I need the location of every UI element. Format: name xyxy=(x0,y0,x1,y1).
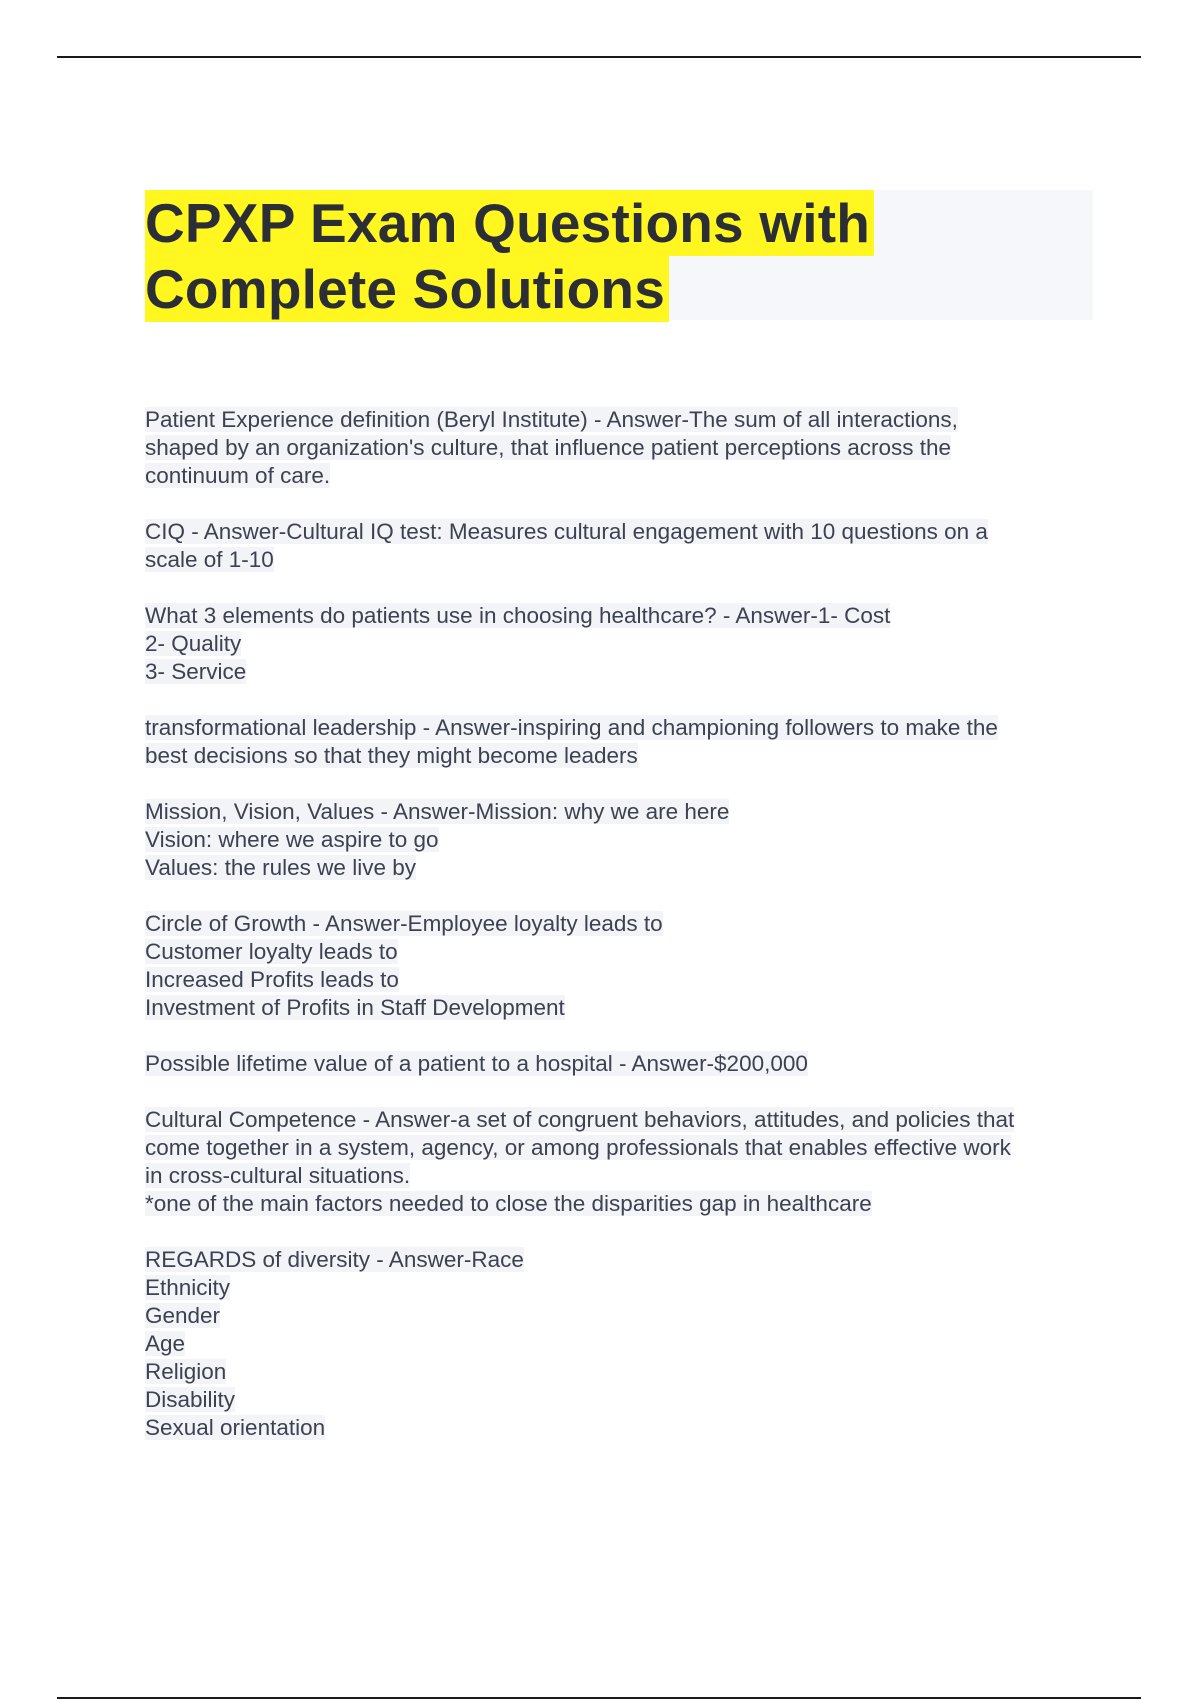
title-line-1: CPXP Exam Questions with xyxy=(145,190,874,256)
qa-answer-line xyxy=(145,1358,1095,1386)
qa-answer-line xyxy=(145,658,1095,686)
qa-text: CIQ - Answer-Cultural IQ test: Measures cultural engagement with 10 questions on a xyxy=(145,519,988,544)
qa-text: Religion xyxy=(145,1359,227,1384)
qa-answer-line xyxy=(145,434,1095,462)
qa-question-line xyxy=(145,1246,1095,1274)
qa-text: Investment of Profits in Staff Development xyxy=(145,995,565,1020)
qa-entry xyxy=(145,602,1095,686)
qa-text: scale of 1-10 xyxy=(145,547,274,572)
qa-text: transformational leadership - Answer-inspiring and championing followers to make the xyxy=(145,715,998,740)
qa-answer-line xyxy=(145,1190,1095,1218)
qa-answer-line xyxy=(145,1302,1095,1330)
qa-question-line xyxy=(145,602,1095,630)
qa-answer-line xyxy=(145,1134,1095,1162)
qa-question-line xyxy=(145,910,1095,938)
qa-text: come together in a system, agency, or among professionals that enables effective work xyxy=(145,1135,1011,1160)
qa-question-line xyxy=(145,1050,1095,1078)
qa-text: best decisions so that they might become leaders xyxy=(145,743,638,768)
qa-answer-line xyxy=(145,1386,1095,1414)
qa-text: Possible lifetime value of a patient to a hospital - Answer-$200,000 xyxy=(145,1051,808,1076)
qa-answer-line xyxy=(145,994,1095,1022)
qa-text: Circle of Growth - Answer-Employee loyalty leads to xyxy=(145,911,663,936)
qa-text: Values: the rules we live by xyxy=(145,855,416,880)
qa-text: 2- Quality xyxy=(145,631,242,656)
qa-answer-line xyxy=(145,742,1095,770)
top-rule xyxy=(57,56,1141,58)
qa-answer-line xyxy=(145,1330,1095,1358)
qa-answer-line xyxy=(145,854,1095,882)
qa-text: 3- Service xyxy=(145,659,247,684)
qa-text: Age xyxy=(145,1331,186,1356)
qa-entry xyxy=(145,1246,1095,1442)
qa-entry xyxy=(145,910,1095,1022)
qa-answer-line xyxy=(145,546,1095,574)
qa-text: Sexual orientation xyxy=(145,1415,326,1440)
qa-answer-line xyxy=(145,966,1095,994)
qa-text: REGARDS of diversity - Answer-Race xyxy=(145,1247,524,1272)
qa-answer-line xyxy=(145,630,1095,658)
qa-text: Vision: where we aspire to go xyxy=(145,827,439,852)
document-title xyxy=(145,190,1093,320)
qa-text: Patient Experience definition (Beryl Institute) - Answer-The sum of all interactions, xyxy=(145,407,958,432)
qa-entry xyxy=(145,1106,1095,1218)
qa-answer-line xyxy=(145,826,1095,854)
qa-entry xyxy=(145,798,1095,882)
qa-text: Cultural Competence - Answer-a set of congruent behaviors, attitudes, and policies that xyxy=(145,1107,1015,1132)
qa-answer-line xyxy=(145,938,1095,966)
qa-answer-line xyxy=(145,1274,1095,1302)
qa-answer-line xyxy=(145,1162,1095,1190)
qa-entry xyxy=(145,518,1095,574)
title-line-2: Complete Solutions xyxy=(145,256,669,322)
qa-list xyxy=(145,406,1095,1470)
qa-question-line xyxy=(145,406,1095,434)
qa-entry xyxy=(145,714,1095,770)
qa-answer-line xyxy=(145,1414,1095,1442)
qa-entry xyxy=(145,1050,1095,1078)
qa-answer-line xyxy=(145,462,1095,490)
qa-text: Ethnicity xyxy=(145,1275,231,1300)
qa-entry xyxy=(145,406,1095,490)
qa-text: *one of the main factors needed to close the disparities gap in healthcare xyxy=(145,1191,872,1216)
bottom-rule xyxy=(57,1697,1141,1699)
qa-question-line xyxy=(145,518,1095,546)
qa-text: Increased Profits leads to xyxy=(145,967,399,992)
qa-text: in cross-cultural situations. xyxy=(145,1163,411,1188)
qa-text: Disability xyxy=(145,1387,236,1412)
qa-question-line xyxy=(145,798,1095,826)
qa-text: shaped by an organization's culture, that influence patient perceptions across the xyxy=(145,435,952,460)
qa-text: continuum of care. xyxy=(145,463,331,488)
qa-text: Gender xyxy=(145,1303,221,1328)
qa-text: What 3 elements do patients use in choosing healthcare? - Answer-1- Cost xyxy=(145,603,891,628)
qa-text: Mission, Vision, Values - Answer-Mission: why we are here xyxy=(145,799,730,824)
qa-question-line xyxy=(145,714,1095,742)
qa-question-line xyxy=(145,1106,1095,1134)
qa-text: Customer loyalty leads to xyxy=(145,939,398,964)
